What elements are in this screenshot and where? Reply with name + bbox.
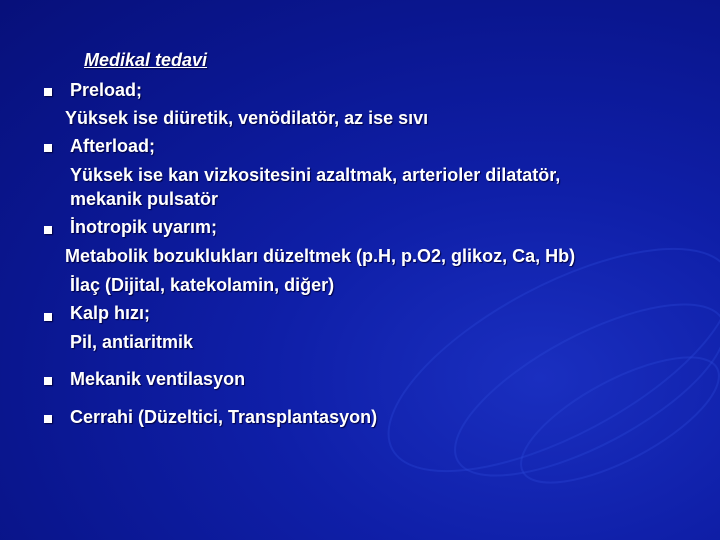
- square-bullet-icon: [44, 88, 52, 96]
- slide-heading: Medikal tedavi: [84, 50, 208, 70]
- square-bullet-icon: [44, 415, 52, 423]
- square-bullet-icon: [44, 144, 52, 152]
- square-bullet-icon: [44, 313, 52, 321]
- list-item-inotropic-metabolic: Metabolik bozuklukları düzeltmek (p.H, p.O2, glikoz, Ca, Hb): [65, 246, 576, 266]
- list-item-afterload: Afterload;: [70, 136, 155, 156]
- list-item-inotropic: İnotropik uyarım;: [70, 217, 218, 237]
- list-item-ventilation: Mekanik ventilasyon: [70, 369, 246, 389]
- list-item-afterload-detail-cont: mekanik pulsatör: [70, 189, 219, 209]
- list-item-preload: Preload;: [70, 80, 143, 100]
- list-item-surgery: Cerrahi (Düzeltici, Transplantasyon): [70, 407, 378, 427]
- list-item-preload-detail: Yüksek ise diüretik, venödilatör, az ise sıvı: [65, 108, 429, 128]
- list-item-inotropic-drug: İlaç (Dijital, katekolamin, diğer): [70, 275, 335, 295]
- list-item-afterload-detail: Yüksek ise kan vizkositesini azaltmak, arterioler dilatatör,: [70, 165, 561, 185]
- square-bullet-icon: [44, 226, 52, 234]
- list-item-heart-rate: Kalp hızı;: [70, 303, 150, 323]
- list-item-heart-rate-detail: Pil, antiaritmik: [70, 332, 194, 352]
- square-bullet-icon: [44, 377, 52, 385]
